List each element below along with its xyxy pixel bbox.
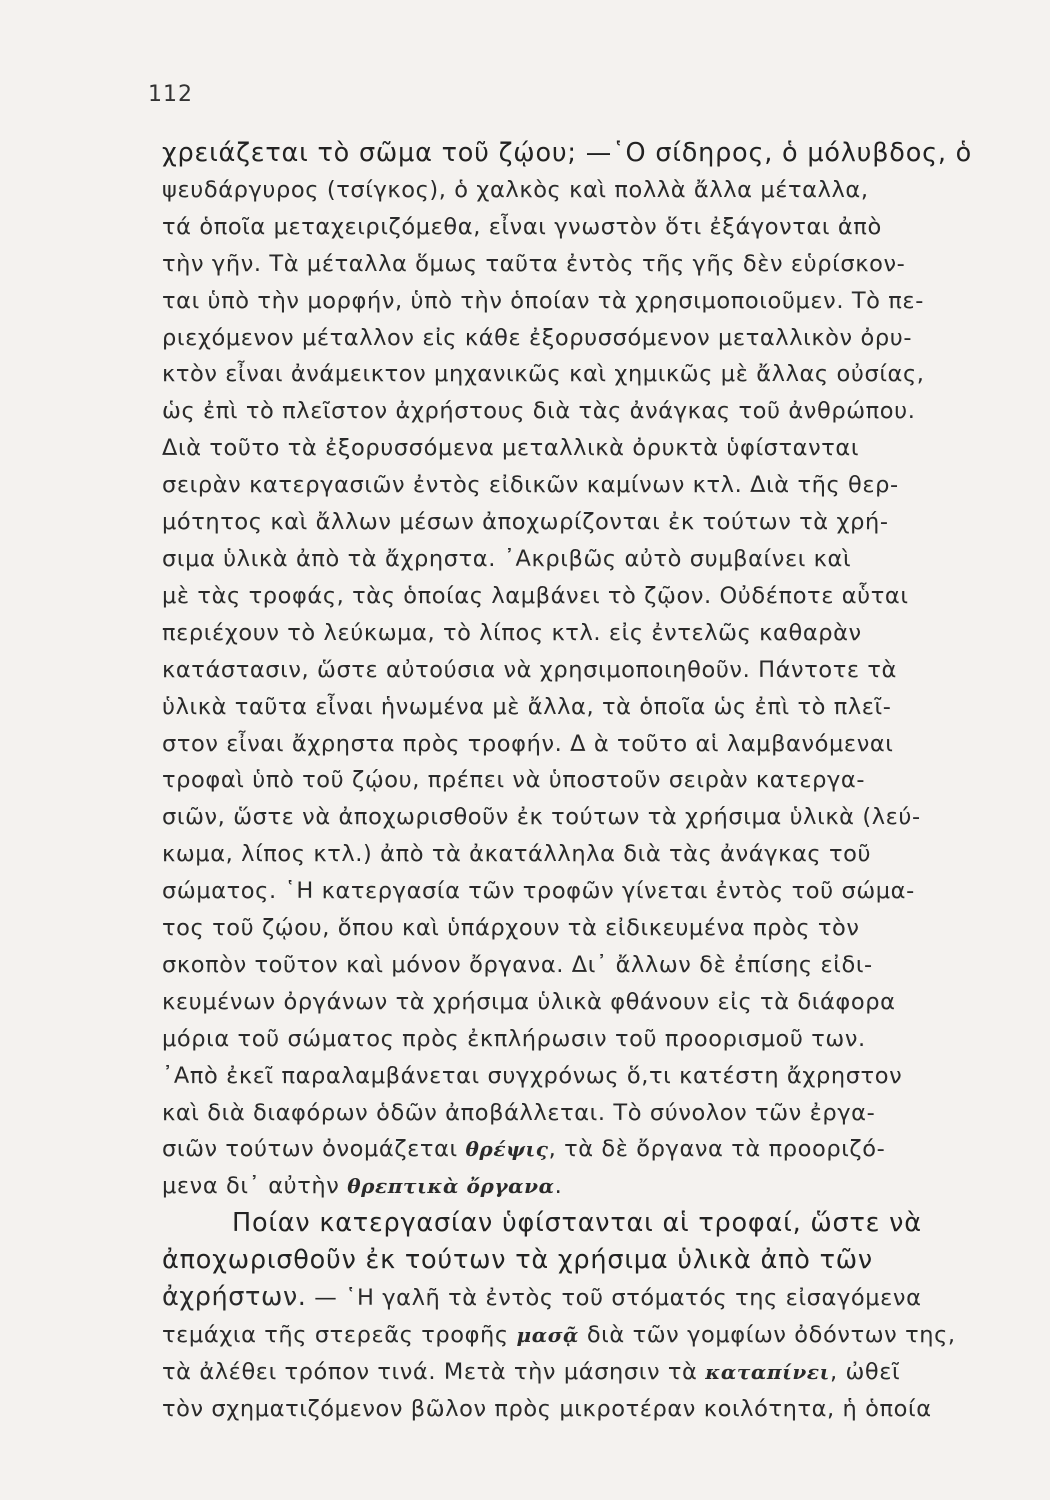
line-text-continued: , τὰ δὲ ὄργανα τὰ προοριζό- bbox=[548, 1136, 886, 1163]
line-text: καὶ διὰ διαφόρων ὁδῶν ἀποβάλλεται. Τὸ σύνολον τῶν ἐργα- bbox=[162, 1099, 876, 1126]
line-text: κευμένων ὀργάνων τὰ χρήσιμα ὑλικὰ φθάνουν εἰς τὰ διάφορα bbox=[162, 988, 896, 1015]
text-line bbox=[162, 320, 1024, 357]
line-text: ἀποχωρισθοῦν ἐκ τούτων τὰ χρήσιμα ὑλικὰ ἀπὸ τῶν bbox=[162, 1245, 873, 1276]
line-text: Ποίαν κατεργασίαν ὑφίστανται αἱ τροφαί, ὥστε νὰ bbox=[232, 1208, 922, 1239]
text-line bbox=[162, 209, 1024, 246]
line-text: ται ὑπὸ τὴν μορφήν, ὑπὸ τὴν ὁποίαν τὰ χρησιμοποιοῦμεν. Τὸ πε- bbox=[162, 287, 924, 314]
line-text: σιῶν τούτων ὀνομάζεται bbox=[162, 1136, 458, 1163]
line-text: ᾿Απὸ ἐκεῖ παραλαμβάνεται συγχρόνως ὅ,τι κατέστη ἄχρηστον bbox=[162, 1062, 903, 1089]
line-text: σιμα ὑλικὰ ἀπὸ τὰ ἄχρηστα. ᾿Ακριβῶς αὐτὸ συμβαίνει καὶ bbox=[162, 545, 852, 572]
line-text: τά ὁποῖα μεταχειριζόμεθα, εἶναι γνωστὸν ὅτι ἐξάγονται ἀπὸ bbox=[162, 213, 882, 240]
text-line bbox=[162, 799, 1024, 836]
emphasized-term: θρεπτικὰ ὄργανα bbox=[347, 1174, 555, 1199]
body-text bbox=[162, 135, 1024, 1428]
line-text: τὴν γῆν. Τὰ μέταλλα ὅμως ταῦτα ἐντὸς τῆς γῆς δὲν εὑρίσκον- bbox=[162, 250, 906, 277]
line-text: μότητος καὶ ἄλλων μέσων ἀποχωρίζονται ἐκ τούτων τὰ χρή- bbox=[162, 509, 889, 536]
text-line bbox=[162, 283, 1024, 320]
line-text: περιέχουν τὸ λεύκωμα, τὸ λίπος κτλ. εἰς ἐντελῶς καθαρὰν bbox=[162, 619, 862, 646]
text-line bbox=[162, 467, 1024, 504]
line-text: ριεχόμενον μέταλλον εἰς κάθε ἐξορυσσόμενον μεταλλικὸν ὀρυ- bbox=[162, 324, 913, 351]
text-line bbox=[162, 726, 1024, 763]
text-line bbox=[162, 1354, 1024, 1391]
question-text: ἀχρήστων. bbox=[162, 1282, 307, 1313]
text-line bbox=[162, 1131, 1024, 1168]
text-line bbox=[162, 1095, 1024, 1132]
text-line bbox=[162, 578, 1024, 615]
text-line bbox=[162, 356, 1024, 393]
text-line bbox=[162, 689, 1024, 726]
text-line bbox=[162, 1021, 1024, 1058]
text-line bbox=[162, 615, 1024, 652]
line-text-continued: , ὠθεῖ bbox=[829, 1358, 901, 1385]
text-line bbox=[162, 393, 1024, 430]
emphasized-term: θρέψις bbox=[465, 1137, 549, 1162]
line-text: κτὸν εἶναι ἀνάμεικτον μηχανικῶς καὶ χημικῶς μὲ ἄλλας οὐσίας, bbox=[162, 361, 925, 388]
page-number: 112 bbox=[148, 82, 193, 107]
line-text-continued: . bbox=[554, 1173, 563, 1200]
line-text: σειρὰν κατεργασιῶν ἐντὸς εἰδικῶν καμίνων κτλ. Διὰ τῆς θερ- bbox=[162, 472, 899, 499]
line-text: Διὰ τοῦτο τὰ ἐξορυσσόμενα μεταλλικὰ ὀρυκτὰ ὑφίστανται bbox=[162, 435, 860, 462]
line-text: χρειάζεται τὸ σῶμα τοῦ ζῴου; —῾Ο σίδηρος, ὁ μόλυβδος, ὁ bbox=[162, 138, 973, 168]
line-text-continued: διὰ τῶν γομφίων ὀδόντων της, bbox=[579, 1322, 956, 1348]
text-line bbox=[162, 947, 1024, 984]
line-text: τεμάχια τῆς στερεᾶς τροφῆς bbox=[162, 1322, 509, 1348]
text-line bbox=[162, 1205, 1024, 1242]
text-line bbox=[162, 430, 1024, 467]
line-text: σώματος. ῾Η κατεργασία τῶν τροφῶν γίνεται ἐντὸς τοῦ σώμα- bbox=[162, 878, 915, 905]
line-text: σιῶν, ὥστε νὰ ἀποχωρισθοῦν ἐκ τούτων τὰ χρήσιμα ὑλικὰ (λεύ- bbox=[162, 804, 921, 831]
text-line bbox=[162, 172, 1024, 209]
text-line bbox=[162, 1168, 1024, 1205]
text-line bbox=[162, 652, 1024, 689]
line-text-continued: — ῾Η γαλῆ τὰ ἐντὸς τοῦ στόματός της εἰσαγόμενα bbox=[306, 1285, 922, 1312]
emphasized-term: μασᾷ bbox=[516, 1323, 580, 1347]
text-line bbox=[162, 873, 1024, 910]
line-text: τος τοῦ ζῴου, ὅπου καὶ ὑπάρχουν τὰ εἰδικευμένα πρὸς τὸν bbox=[162, 915, 860, 942]
line-text: τὰ ἀλέθει τρόπον τινά. Μετὰ τὴν μάσησιν τὰ bbox=[162, 1358, 698, 1385]
line-text: τὸν σχηματιζόμενον βῶλον πρὸς μικροτέραν κοιλότητα, ἡ ὁποία bbox=[162, 1395, 932, 1422]
line-text: κατάστασιν, ὥστε αὐτούσια νὰ χρησιμοποιηθοῦν. Πάντοτε τὰ bbox=[162, 656, 897, 683]
line-text: μὲ τὰς τροφάς, τὰς ὁποίας λαμβάνει τὸ ζῷον. Οὐδέποτε αὗται bbox=[162, 582, 909, 609]
line-text: ὑλικὰ ταῦτα εἶναι ἡνωμένα μὲ ἄλλα, τὰ ὁποῖα ὡς ἐπὶ τὸ πλεῖ- bbox=[162, 693, 892, 720]
text-line bbox=[162, 1058, 1024, 1095]
text-line bbox=[162, 541, 1024, 578]
emphasized-term: καταπίνει bbox=[705, 1359, 830, 1384]
line-text: μενα δι᾿ αὐτὴν bbox=[162, 1173, 340, 1200]
line-text: κωμα, λίπος κτλ.) ἀπὸ τὰ ἀκατάλληλα διὰ τὰς ἀνάγκας τοῦ bbox=[162, 841, 872, 868]
text-line bbox=[162, 762, 1024, 799]
line-text: τροφαὶ ὑπὸ τοῦ ζῴου, πρέπει νὰ ὑποστοῦν σειρὰν κατεργα- bbox=[162, 767, 866, 794]
text-line bbox=[162, 504, 1024, 541]
text-line bbox=[162, 984, 1024, 1021]
line-text: στον εἶναι ἄχρηστα πρὸς τροφήν. Δ ὰ τοῦτο αἱ λαμβανόμεναι bbox=[162, 730, 894, 757]
line-text: σκοπὸν τοῦτον καὶ μόνον ὄργανα. Δι᾿ ἄλλων δὲ ἐπίσης εἰδι- bbox=[162, 951, 873, 978]
text-line bbox=[162, 1391, 1024, 1428]
text-line bbox=[162, 1279, 1024, 1317]
text-line bbox=[162, 836, 1024, 873]
text-line bbox=[162, 1242, 1024, 1279]
text-line bbox=[162, 910, 1024, 947]
text-line bbox=[162, 1317, 1024, 1354]
line-text: ψευδάργυρος (τσίγκος), ὁ χαλκὸς καὶ πολλὰ ἄλλα μέταλλα, bbox=[162, 176, 869, 203]
line-text: ὡς ἐπὶ τὸ πλεῖστον ἀχρήστους διὰ τὰς ἀνάγκας τοῦ ἀνθρώπου. bbox=[162, 398, 916, 425]
line-text: μόρια τοῦ σώματος πρὸς ἐκπλήρωσιν τοῦ προορισμοῦ των. bbox=[162, 1025, 866, 1052]
text-line bbox=[162, 135, 1024, 172]
text-line bbox=[162, 246, 1024, 283]
